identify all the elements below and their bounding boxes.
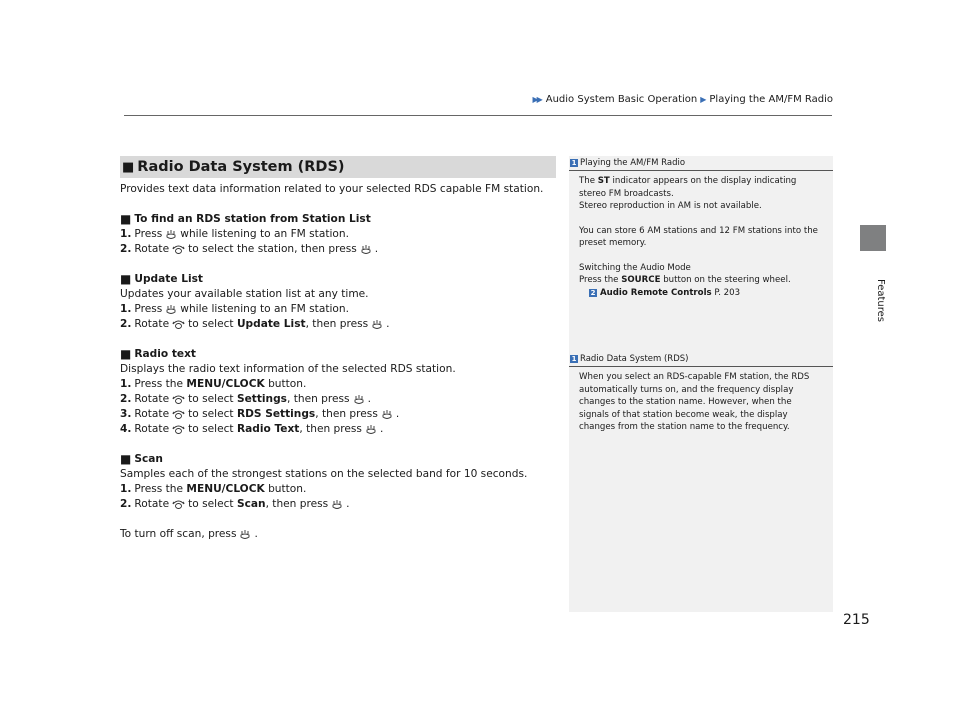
square-bullet-icon: ■ — [120, 212, 132, 226]
cross-reference-link[interactable]: 2 Audio Remote Controls P. 203 — [590, 287, 741, 298]
knob-press-icon — [165, 304, 177, 316]
knob-rotate-icon — [172, 424, 185, 436]
subheading-radio-text: ■ Radio text — [120, 347, 196, 361]
knob-press-icon — [353, 394, 365, 406]
note-marker-icon: 1 — [571, 355, 577, 363]
step: 2. Rotate to select Settings , then press . — [120, 393, 371, 405]
note-text: Switching the Audio Mode — [579, 262, 691, 273]
section-tab-marker — [860, 225, 886, 251]
cross-reference-icon: 2 — [590, 288, 596, 297]
knob-press-icon — [381, 409, 393, 421]
knob-press-icon — [331, 499, 343, 511]
section-heading-text: Radio Data System (RDS) — [137, 158, 345, 175]
note-header: 1 Playing the AM/FM Radio — [569, 156, 833, 171]
note-text: Press the SOURCE button on the steering wheel. — [579, 275, 791, 285]
step: 2. Rotate to select Scan , then press . — [120, 498, 350, 510]
knob-press-icon — [365, 424, 377, 436]
step: 1. Press the MENU/CLOCK button. — [120, 378, 307, 390]
knob-rotate-icon — [172, 409, 185, 421]
knob-rotate-icon — [172, 394, 185, 406]
note-header: 1 Radio Data System (RDS) — [569, 352, 833, 367]
breadcrumb-arrow-icon: ▶▶ — [532, 95, 541, 104]
subheading-update-list: ■ Update List — [120, 272, 203, 286]
step: 1. Press while listening to an FM station. — [120, 303, 349, 315]
breadcrumb-arrow-icon: ▶ — [700, 95, 705, 104]
scan-off-text: To turn off scan, press . — [120, 528, 258, 540]
knob-press-icon — [239, 529, 251, 541]
section-tab-label: Features — [875, 279, 886, 322]
knob-press-icon — [371, 319, 383, 331]
breadcrumb — [532, 94, 833, 105]
square-bullet-icon: ■ — [120, 272, 132, 286]
step: 2. Rotate to select Update List , then press . — [120, 318, 390, 330]
note-marker-icon: 1 — [571, 159, 577, 167]
header-rule — [124, 115, 832, 116]
subheading-station-list: ■ To find an RDS station from Station List — [120, 212, 371, 226]
note-rds — [569, 352, 833, 446]
square-bullet-icon: ■ — [120, 452, 132, 466]
knob-rotate-icon — [172, 244, 185, 256]
note-text: You can store 6 AM stations and 12 FM stations into the preset memory. — [579, 225, 818, 248]
note-text: Stereo reproduction in AM is not available. — [579, 201, 762, 211]
step: 4. Rotate to select Radio Text , then press . — [120, 423, 384, 435]
update-list-desc: Updates your available station list at any time. — [120, 288, 369, 300]
main-content — [120, 156, 556, 542]
radio-text-desc: Displays the radio text information of the selected RDS station. — [120, 363, 456, 375]
step: 3. Rotate to select RDS Settings , then press . — [120, 408, 400, 420]
step: 1. Press while listening to an FM station. — [120, 228, 349, 240]
square-bullet-icon: ■ — [120, 347, 132, 361]
breadcrumb-page[interactable]: Playing the AM/FM Radio — [709, 94, 833, 105]
note-playing-am-fm — [569, 156, 833, 299]
step: 2. Rotate to select the station, then press . — [120, 243, 379, 255]
knob-press-icon — [165, 229, 177, 241]
square-bullet-icon: ■ — [122, 159, 135, 175]
knob-rotate-icon — [172, 499, 185, 511]
section-heading — [120, 156, 556, 178]
step: 1. Press the MENU/CLOCK button. — [120, 483, 307, 495]
intro-text: Provides text data information related to your selected RDS capable FM station. — [120, 183, 544, 195]
notes-column — [569, 156, 833, 612]
scan-desc: Samples each of the strongest stations on the selected band for 10 seconds. — [120, 468, 528, 480]
knob-press-icon — [360, 244, 372, 256]
knob-rotate-icon — [172, 319, 185, 331]
subheading-scan: ■ Scan — [120, 452, 163, 466]
note-text: When you select an RDS-capable FM station, the RDS automatically turns on, and the frequency display changes to the station name. However, when the signals of that station become weak, the display changes from the station name to the frequency. — [579, 372, 810, 432]
page-number: 215 — [843, 612, 870, 628]
note-text: The ST indicator appears on the display indicating stereo FM broadcasts. — [579, 176, 797, 199]
breadcrumb-section[interactable]: Audio System Basic Operation — [545, 94, 698, 105]
